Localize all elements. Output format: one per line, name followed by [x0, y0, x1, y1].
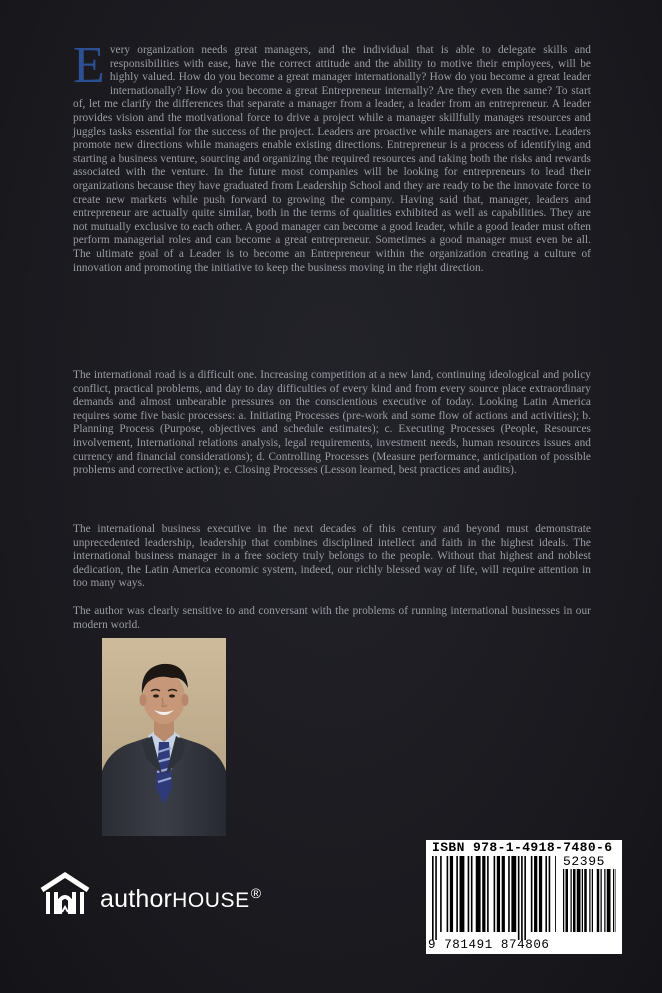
barcode-bar [487, 856, 489, 932]
publisher-name-part1: author [100, 885, 173, 913]
barcode-bar [607, 869, 611, 932]
author-paragraph-text: The author was clearly sensitive to and conversant with the problems of running international businesses in our modern world. [73, 605, 591, 631]
barcode-bar [589, 869, 590, 932]
barcode-bar [582, 869, 583, 932]
barcode-bar [566, 869, 569, 932]
barcode-bar [577, 869, 581, 932]
processes-paragraph [73, 369, 591, 478]
barcode-bar [435, 856, 437, 940]
barcode-bar [482, 856, 485, 932]
barcode-bar [545, 856, 547, 932]
barcode-bar [616, 869, 617, 932]
processes-paragraph-text: The international road is a difficult one. Increasing competition at a new land, continuing ideological and policy conflict, practical problems, and day to day difficulties of every kind and from every source place extraordinary demands and almost unbearable pressures on the conscientious executive of today. Looking Latin America requires some five basic processes: a. Initiating Processes (pre-work and some flow of actions and activities); b. Planning Process (Purpose, objectives and schedule estimates); c. Executing Processes (People, Resources involvement, International relations analysis, legal requirements, investment needs, human resources issues and currency and financial considerations); d. Controlling Processes (Measure performance, anticipation of possible problems and corrective action); e. Closing Processes (Lesson learned, best practices and audits). [73, 369, 591, 477]
barcode-bar [604, 869, 605, 932]
barcode-bar [573, 869, 576, 932]
barcode-bar [524, 856, 526, 940]
author-portrait-illustration [102, 638, 226, 836]
registered-mark: ® [250, 885, 262, 901]
author-photo [102, 638, 226, 836]
barcode-bar [468, 856, 470, 932]
publisher-logo [38, 872, 298, 918]
barcode-bar [531, 856, 533, 932]
barcode-bar [584, 869, 587, 932]
barcode-bar [613, 869, 614, 932]
barcode-bar [597, 869, 600, 932]
barcode-bar [549, 856, 551, 932]
price-code: 52395 [563, 854, 606, 869]
isbn-digits: 9 781491 874806 [428, 938, 550, 952]
barcode-bar [592, 869, 593, 932]
barcode-addon-bars [563, 869, 616, 940]
barcode-bar [440, 856, 442, 932]
barcode-bar [471, 856, 473, 932]
leadership-paragraph-text: The international business executive in the next decades of this century and beyond must demonstrate unprecedented leadership, leadership that combines disciplined intellect and faith in the highest ideals. The international business manager in a free society truly belongs to the people. Without that highest and noblest dedication, the Latin America economic system, indeed, our richly blessed way of life, will require attention in too many ways. [73, 523, 591, 590]
barcode-bar [502, 856, 505, 932]
barcode-main-bars [432, 856, 556, 940]
barcode-bar [432, 856, 434, 940]
publisher-name-part2: HOUSE [172, 889, 250, 912]
barcode-bar [450, 856, 453, 932]
barcode-bar [494, 856, 496, 932]
barcode-bar [571, 869, 572, 932]
barcode-bar [511, 856, 516, 932]
barcode-bar [476, 856, 481, 932]
barcode-bar [460, 856, 465, 932]
barcode-bar [555, 856, 556, 932]
leadership-paragraph [73, 523, 591, 591]
barcode-bar [447, 856, 449, 932]
publisher-name [100, 878, 261, 916]
barcode-bar [508, 856, 510, 932]
barcode-bar [521, 856, 523, 940]
barcode-bar [563, 869, 564, 932]
intro-paragraph [73, 37, 591, 275]
barcode-bar [456, 856, 458, 932]
barcode-bar [534, 856, 537, 932]
barcode-bar [539, 856, 542, 932]
drop-cap: E [73, 37, 105, 94]
barcode-bar [518, 856, 520, 940]
barcode-bar [497, 856, 500, 932]
intro-paragraph-text: very organization needs great managers, and the individual that is able to delegate skills and responsibilities with ease, have the correct attitude and the ability to motive their employees, will be highly valued. How do you become a great manager internationally? How do you become a great leader internationally? How do you become a great Entrepreneur internally? Are they even the same? To start of, let me clarify the differences that separate a manager from a leader, a leader from an entrepreneur. A leader provides vision and the motivational force to drive a project while a manager skillfully manages resources and juggles tasks essential for the success of the project. Leaders are proactive while managers are reactive. Leaders promote new directions while managers enable existing directions. Entrepreneur is a process of identifying and starting a business venture, sourcing and organizing the required resources and taking both the risks and rewards associated with the venture. In the future most companies will be looking for entrepreneurs to lead their organizations because they have graduated from Leadership School and they are ready to be the innovate force to create new markets while push forward to growing the company. Having said that, manager, leaders and entrepreneur are actually quite similar, both in the terms of qualities exhibited as well as capabilities. They are not mutually exclusive to each other. A good manager can become a good leader, while a good leader must often perform managerial roles and can become a great entrepreneur. Sometimes a good manager must even be all. The ultimate goal of a Leader is to become an Entrepreneur within the organization creating a culture of innovation and promoting the initiative to keep the business moving in the right direction. [73, 44, 591, 274]
publisher-house-icon [38, 872, 92, 918]
isbn-label: ISBN 978-1-4918-7480-6 [432, 840, 613, 855]
barcode-bar [601, 869, 602, 932]
author-paragraph [73, 605, 591, 632]
isbn-barcode [426, 840, 622, 954]
